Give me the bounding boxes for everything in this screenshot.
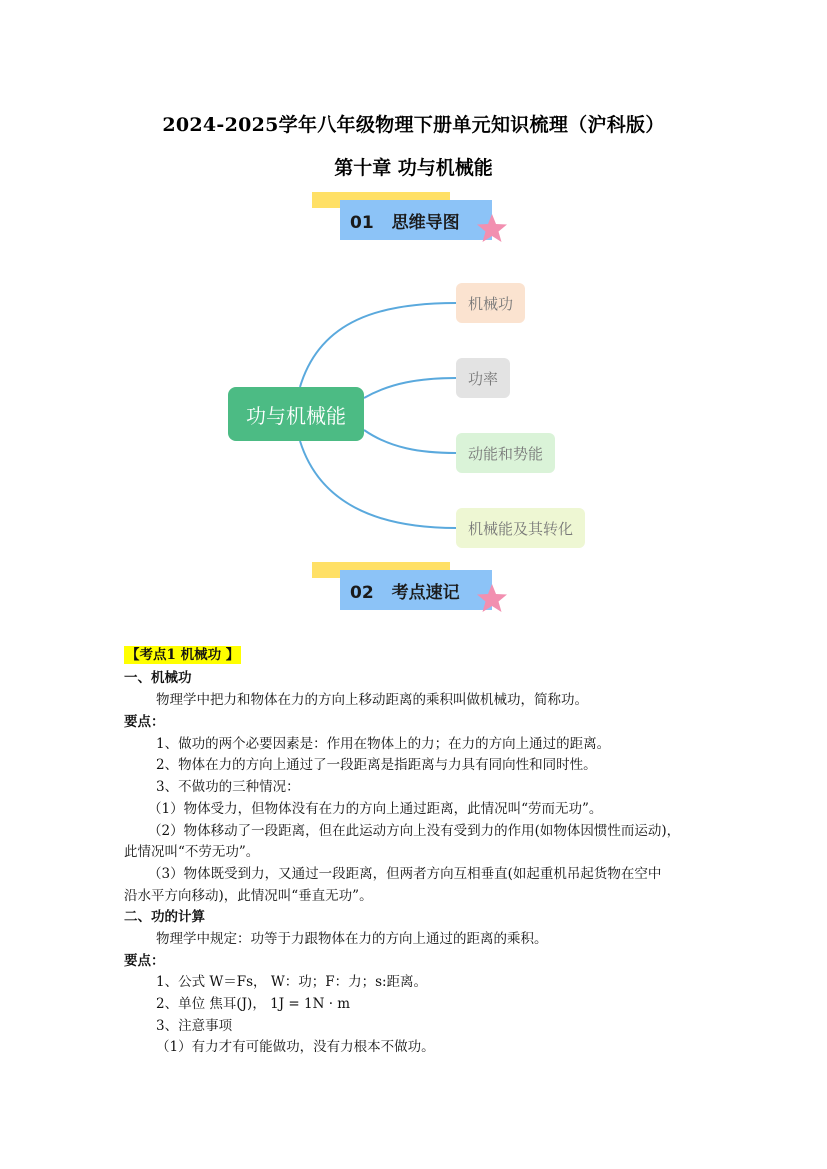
section-number: 01 (350, 213, 374, 233)
notes-item: 3、注意事项 (156, 1018, 233, 1034)
mind-map-branch-4: 机械能及其转化 (456, 508, 585, 548)
section-banner-mindmap (312, 192, 512, 242)
key-point: 1、做功的两个必要因素是：作用在物体上的力；在力的方向上通过的距离。 (156, 736, 611, 752)
section-banner-keypoints (312, 562, 512, 612)
key-points-label: 要点： (124, 714, 165, 730)
section-number: 02 (350, 583, 374, 603)
connector-line (364, 430, 456, 453)
mind-map-central-node: 功与机械能 (228, 387, 364, 441)
mind-map-branch-2: 功率 (456, 358, 510, 398)
connector-line (300, 303, 456, 387)
heading-work-calculation: 二、功的计算 (124, 909, 205, 925)
formula-item: 1、公式 W＝Fs， W：功；F：力；s:距离。 (156, 974, 428, 990)
case-item-continuation: 沿水平方向移动)，此情况叫“垂直无功”。 (124, 888, 373, 904)
section-label: 思维导图 (391, 213, 460, 233)
banner-text (350, 208, 460, 233)
key-point: 2、物体在力的方向上通过了一段距离是指距离与力具有同向性和同时性。 (156, 757, 597, 773)
connector-line (364, 378, 456, 398)
keypoint-tag (124, 643, 241, 663)
key-point: 3、不做功的三种情况： (156, 779, 300, 795)
notes-subitem: （1）有力才有可能做功，没有力根本不做功。 (156, 1039, 435, 1055)
document-title: 2024-2025学年八年级物理下册单元知识梳理（沪科版） (162, 114, 665, 136)
connector-line (300, 441, 456, 528)
chapter-title: 第十章 功与机械能 (334, 157, 493, 179)
case-item: （1）物体受力，但物体没有在力的方向上通过距离，此情况叫“劳而无功”。 (148, 801, 603, 817)
mind-map-branch-1: 机械功 (456, 283, 525, 323)
banner-text (350, 578, 460, 603)
mind-map-branch-3: 动能和势能 (456, 433, 555, 473)
case-item: （3）物体既受到力，又通过一段距离，但两者方向互相垂直(如起重机吊起货物在空中 (148, 866, 662, 882)
case-item-continuation: 此情况叫“不劳无功”。 (124, 844, 260, 860)
keypoint-tag-text: 【考点1 机械功 】 (126, 647, 240, 663)
case-item: （2）物体移动了一段距离，但在此运动方向上没有受到力的作用(如物体因惯性而运动)， (148, 823, 681, 839)
mind-map (220, 270, 620, 560)
key-points-label: 要点： (124, 953, 165, 969)
unit-item: 2、单位 焦耳(J)， 1J = 1N · m (156, 996, 351, 1012)
star-icon (476, 212, 508, 244)
paragraph: 物理学中把力和物体在力的方向上移动距离的乘积叫做机械功，简称功。 (156, 692, 588, 708)
paragraph: 物理学中规定：功等于力跟物体在力的方向上通过的距离的乘积。 (156, 931, 548, 947)
heading-mechanical-work: 一、机械功 (124, 670, 192, 686)
section-label: 考点速记 (391, 583, 460, 603)
star-icon (476, 582, 508, 614)
